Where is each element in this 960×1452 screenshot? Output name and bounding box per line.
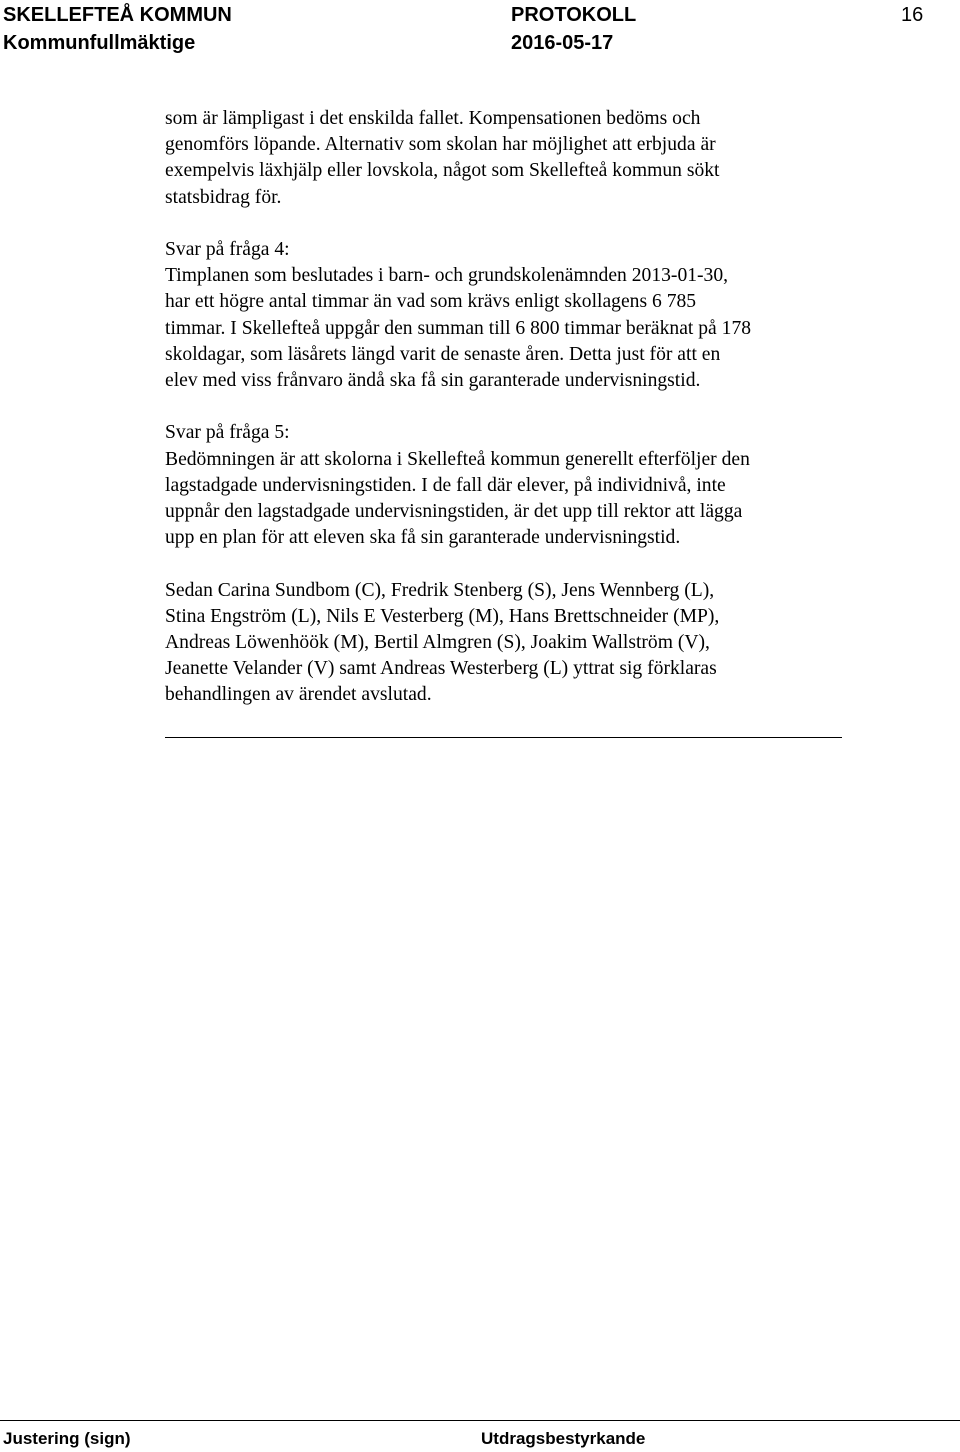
answer-heading: Svar på fråga 5: bbox=[165, 422, 290, 444]
text-line: lagstadgade undervisningstiden. I de fall där elever, på individnivå, inte bbox=[165, 474, 726, 496]
text-line: Sedan Carina Sundbom (C), Fredrik Stenberg (S), Jens Wennberg (L), bbox=[165, 579, 715, 601]
committee-name: Kommunfullmäktige bbox=[3, 32, 196, 54]
text-line: upp en plan för att eleven ska få sin garanterade undervisningstid. bbox=[165, 527, 681, 549]
signature-line bbox=[165, 737, 842, 738]
justering-label: Justering (sign) bbox=[3, 1429, 131, 1448]
text-line: som är lämpligast i det enskilda fallet. Kompensationen bedöms och bbox=[165, 108, 701, 129]
text-line: Andreas Löwenhöök (M), Bertil Almgren (S), Joakim Wallström (V), bbox=[165, 632, 710, 654]
text-line: exempelvis läxhjälp eller lovskola, något som Skellefteå kommun sökt bbox=[165, 160, 720, 182]
text-line: uppnår den lagstadgade undervisningstiden, är det upp till rektor att lägga bbox=[165, 501, 743, 523]
text-line: har ett högre antal timmar än vad som krävs enligt skollagens 6 785 bbox=[165, 291, 697, 313]
text-line: elev med viss frånvaro ändå ska få sin garanterade undervisningstid. bbox=[165, 370, 701, 392]
answer-heading: Svar på fråga 4: bbox=[165, 239, 290, 260]
document-body bbox=[165, 106, 865, 735]
page-footer bbox=[0, 1420, 960, 1452]
text-line: Timplanen som beslutades i barn- och grundskolenämnden 2013-01-30, bbox=[165, 265, 729, 287]
document-date: 2016-05-17 bbox=[511, 32, 614, 54]
text-line: timmar. I Skellefteå uppgår den summan till 6 800 timmar beräknat på 178 bbox=[165, 317, 752, 339]
text-line: Bedömningen är att skolorna i Skellefteå kommun generellt efterföljer den bbox=[165, 448, 750, 470]
paragraph-compensation bbox=[165, 106, 865, 211]
text-line: Stina Engström (L), Nils E Vesterberg (M), Hans Brettschneider (MP), bbox=[165, 605, 720, 627]
text-line: behandlingen av ärendet avslutad. bbox=[165, 684, 432, 706]
text-line: statsbidrag för. bbox=[165, 186, 282, 208]
page-number: 16 bbox=[901, 4, 924, 26]
paragraph-answer-question-5 bbox=[165, 420, 865, 551]
text-line: Jeanette Velander (V) samt Andreas Westerberg (L) yttrat sig förklaras bbox=[165, 658, 717, 680]
page-header bbox=[0, 0, 960, 60]
paragraph-conclusion bbox=[165, 578, 865, 709]
paragraph-answer-question-4 bbox=[165, 237, 865, 394]
utdragsbestyrkande-label: Utdragsbestyrkande bbox=[481, 1429, 646, 1448]
text-line: skoldagar, som läsårets längd varit de senaste åren. Detta just för att en bbox=[165, 343, 721, 365]
organization-name: SKELLEFTEÅ KOMMUN bbox=[3, 4, 232, 26]
document-type: PROTOKOLL bbox=[511, 4, 637, 26]
text-line: genomförs löpande. Alternativ som skolan har möjlighet att erbjuda är bbox=[165, 134, 716, 156]
